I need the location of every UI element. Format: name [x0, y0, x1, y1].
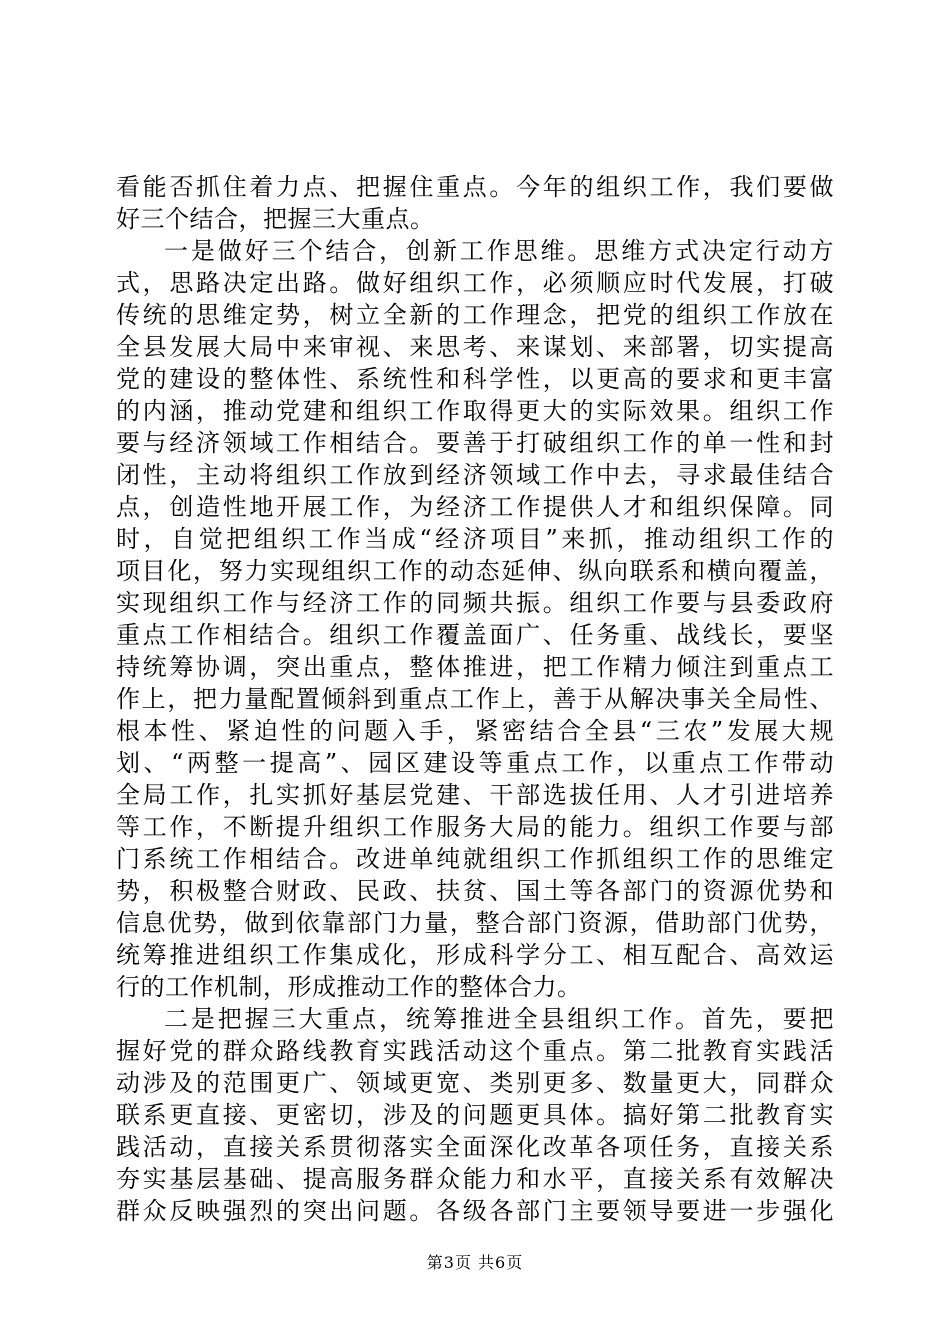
- text-line: 群众反映强烈的突出问题。各级各部门主要领导要进一步强化: [116, 1197, 834, 1225]
- text-line: 践活动，直接关系贯彻落实全面深化改革各项任务，直接关系: [116, 1133, 834, 1161]
- text-line: 实现组织工作与经济工作的同频共振。组织工作要与县委政府: [116, 589, 834, 617]
- text-line: 行的工作机制，形成推动工作的整体合力。: [116, 973, 582, 1001]
- text-line: 要与经济领域工作相结合。要善于打破组织工作的单一性和封: [116, 429, 834, 457]
- text-line: 点，创造性地开展工作，为经济工作提供人才和组织保障。同: [116, 493, 834, 521]
- text-line: 重点工作相结合。组织工作覆盖面广、任务重、战线长，要坚: [116, 621, 834, 649]
- text-line: 看能否抓住着力点、把握住重点。今年的组织工作，我们要做: [116, 173, 834, 201]
- text-line: 等工作，不断提升组织工作服务大局的能力。组织工作要与部: [116, 813, 834, 841]
- text-line: 持统筹协调，突出重点，整体推进，把工作精力倾注到重点工: [116, 653, 834, 681]
- text-line: 作上，把力量配置倾斜到重点工作上，善于从解决事关全局性、: [116, 685, 834, 713]
- text-line: 的内涵，推动党建和组织工作取得更大的实际效果。组织工作: [116, 397, 834, 425]
- text-line: 划、“两整一提高”、园区建设等重点工作，以重点工作带动: [116, 749, 834, 777]
- text-line: 时，自觉把组织工作当成“经济项目”来抓，推动组织工作的: [116, 525, 834, 553]
- text-line: 信息优势，做到依靠部门力量，整合部门资源，借助部门优势，: [116, 909, 834, 937]
- text-line: 一是做好三个结合，创新工作思维。思维方式决定行动方: [164, 237, 834, 265]
- text-line: 联系更直接、更密切，涉及的问题更具体。搞好第二批教育实: [116, 1101, 834, 1129]
- text-line: 势，积极整合财政、民政、扶贫、国土等各部门的资源优势和: [116, 877, 834, 905]
- text-line: 二是把握三大重点，统筹推进全县组织工作。首先，要把: [164, 1005, 834, 1033]
- page-number-footer: 第3页 共6页: [426, 1253, 524, 1272]
- text-line: 动涉及的范围更广、领域更宽、类别更多、数量更大，同群众: [116, 1069, 834, 1097]
- text-line: 项目化，努力实现组织工作的动态延伸、纵向联系和横向覆盖，: [116, 557, 834, 585]
- text-line: 根本性、紧迫性的问题入手，紧密结合全县“三农”发展大规: [116, 717, 834, 745]
- text-line: 夯实基层基础、提高服务群众能力和水平，直接关系有效解决: [116, 1165, 834, 1193]
- body-text: [116, 171, 834, 1227]
- text-line: 好三个结合，把握三大重点。: [116, 205, 435, 233]
- text-line: 握好党的群众路线教育实践活动这个重点。第二批教育实践活: [116, 1037, 834, 1065]
- text-line: 统筹推进组织工作集成化，形成科学分工、相互配合、高效运: [116, 941, 834, 969]
- text-line: 闭性，主动将组织工作放到经济领域工作中去，寻求最佳结合: [116, 461, 834, 489]
- text-line: 全局工作，扎实抓好基层党建、干部选拔任用、人才引进培养: [116, 781, 834, 809]
- text-line: 式，思路决定出路。做好组织工作，必须顺应时代发展，打破: [116, 269, 834, 297]
- text-line: 门系统工作相结合。改进单纯就组织工作抓组织工作的思维定: [116, 845, 834, 873]
- text-line: 党的建设的整体性、系统性和科学性，以更高的要求和更丰富: [116, 365, 834, 393]
- text-line: 传统的思维定势，树立全新的工作理念，把党的组织工作放在: [116, 301, 834, 329]
- text-line: 全县发展大局中来审视、来思考、来谋划、来部署，切实提高: [116, 333, 834, 361]
